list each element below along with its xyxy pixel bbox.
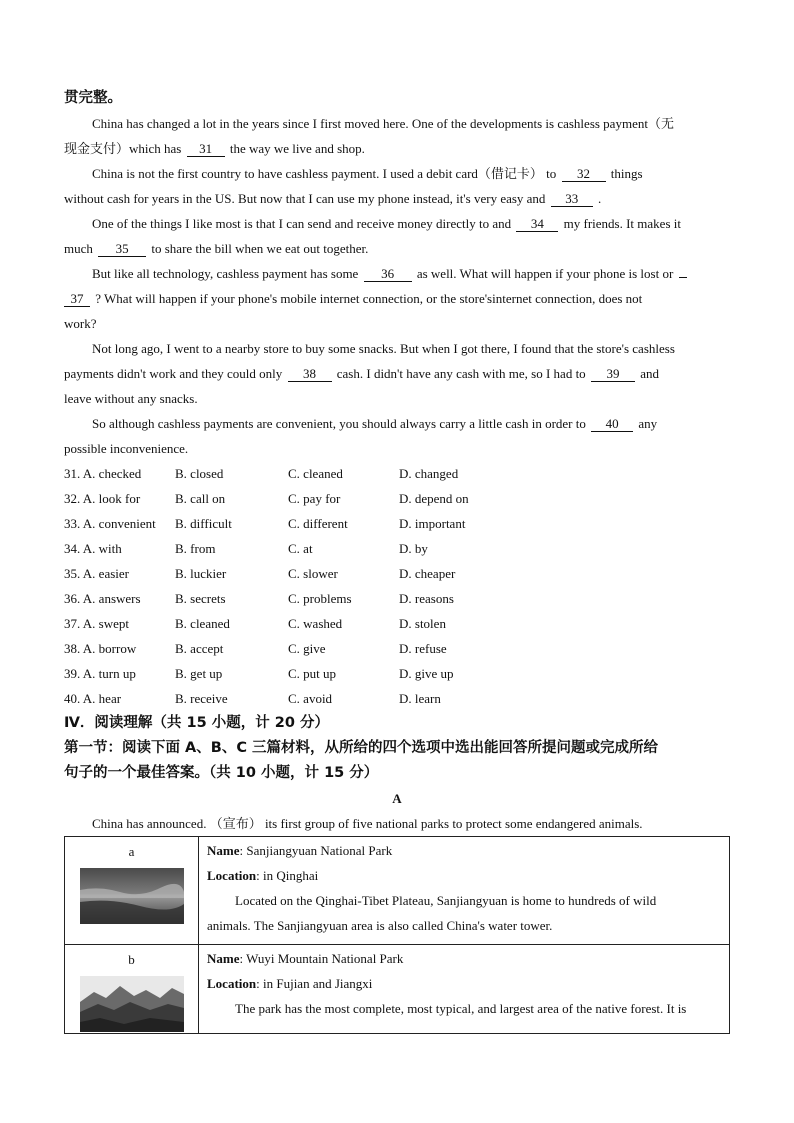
parks-table	[64, 836, 730, 1034]
option-row	[64, 536, 730, 561]
passage-line	[64, 411, 730, 436]
passage-line	[64, 361, 730, 386]
passage-text: any	[638, 416, 658, 431]
park-description: animals. The Sanjiangyuan area is also called China's water tower.	[207, 918, 553, 933]
passage-line: Not long ago, I went to a nearby store to buy some snacks. But when I got there, I found that the store's cashless	[92, 341, 675, 356]
passage-line	[64, 186, 730, 211]
option-c: C. pay for	[288, 491, 341, 506]
passage-text: my friends. It makes it	[563, 216, 681, 231]
passage-text: the way we live and shop.	[229, 141, 365, 156]
option-d: D. reasons	[399, 591, 454, 606]
option-b: B. luckier	[175, 566, 227, 581]
passage-line	[64, 161, 730, 186]
image-cell	[65, 945, 199, 1034]
blank-37: 37	[64, 292, 90, 307]
option-row	[64, 511, 730, 536]
option-d: D. refuse	[399, 641, 447, 656]
section-heading: Ⅳ．阅读理解（共 15 小题，计 20 分）	[64, 715, 329, 731]
option-row	[64, 611, 730, 636]
table-row	[65, 945, 730, 1034]
option-a: 36. A. answers	[64, 591, 141, 606]
passage-text: One of the things I like most is that I can send and receive money directly to and	[92, 216, 512, 231]
passage-text: cash. I didn't have any cash with me, so I had to	[336, 366, 586, 381]
option-a: 37. A. swept	[64, 616, 129, 631]
blank-31: 31	[187, 142, 225, 157]
blank-32: 32	[562, 167, 606, 182]
passage-text: China is not the first country to have cashless payment. I used a debit card（借记卡） to	[92, 166, 557, 181]
passage-line	[64, 236, 730, 261]
blank-40: 40	[591, 417, 633, 432]
passage-line: work?	[64, 316, 97, 331]
text-cell	[199, 945, 730, 1034]
option-row	[64, 486, 730, 511]
passage-text: without cash for years in the US. But now that I can use my phone instead, it's very easy and	[64, 191, 546, 206]
passage-line	[64, 136, 730, 161]
name-label: Name	[207, 951, 240, 966]
option-c: C. washed	[288, 616, 343, 631]
option-c: C. avoid	[288, 691, 333, 706]
option-b: B. get up	[175, 666, 223, 681]
option-c: C. put up	[288, 666, 337, 681]
passage-letter: A	[392, 791, 402, 806]
passage-line	[64, 111, 730, 136]
blank-37-start	[679, 277, 687, 278]
name-value: : Wuyi Mountain National Park	[239, 951, 404, 966]
option-row	[64, 686, 730, 711]
option-b: B. secrets	[175, 591, 226, 606]
option-row	[64, 461, 730, 486]
option-a: 34. A. with	[64, 541, 122, 556]
option-c: C. give	[288, 641, 326, 656]
passage-text: payments didn't work and they could only	[64, 366, 283, 381]
option-c: C. different	[288, 516, 348, 531]
passage-line: possible inconvenience.	[64, 441, 189, 456]
option-row	[64, 636, 730, 661]
option-b: B. receive	[175, 691, 228, 706]
passage-text: ? What will happen if your phone's mobile internet connection, or the store'sinternet connection, does not	[95, 291, 643, 306]
passage-line	[64, 211, 730, 236]
park-name	[207, 946, 721, 971]
blank-38: 38	[288, 367, 332, 382]
passage-text: things	[610, 166, 643, 181]
mountain-photo	[80, 976, 184, 1032]
option-c: C. problems	[288, 591, 352, 606]
option-a: 40. A. hear	[64, 691, 122, 706]
park-location	[207, 971, 721, 996]
blank-39: 39	[591, 367, 635, 382]
passage-text: .	[597, 191, 602, 206]
option-a: 35. A. easier	[64, 566, 129, 581]
table-row	[65, 837, 730, 945]
option-d: D. stolen	[399, 616, 446, 631]
passage-line	[64, 286, 730, 311]
passage-text: and	[640, 366, 659, 381]
intro-fragment: 贯完整。	[64, 90, 122, 106]
text-cell	[199, 837, 730, 945]
park-description: Located on the Qinghai-Tibet Plateau, Sanjiangyuan is home to hundreds of wild	[235, 893, 657, 908]
passage-text: as well. What will happen if your phone is lost or	[416, 266, 674, 281]
option-b: B. difficult	[175, 516, 232, 531]
option-d: D. give up	[399, 666, 454, 681]
blank-36: 36	[364, 267, 412, 282]
option-b: B. from	[175, 541, 216, 556]
park-name	[207, 838, 721, 863]
option-d: D. important	[399, 516, 466, 531]
image-cell	[65, 837, 199, 945]
blank-34: 34	[516, 217, 558, 232]
option-a: 32. A. look for	[64, 491, 141, 506]
passage-line: leave without any snacks.	[64, 391, 198, 406]
passage-text: much	[64, 241, 93, 256]
option-a: 33. A. convenient	[64, 516, 156, 531]
option-b: B. cleaned	[175, 616, 230, 631]
location-label: Location	[207, 976, 257, 991]
passage-text: 现金支付）which has	[64, 141, 182, 156]
passage-lead: China has announced. （宣布） its first group of five national parks to protect some endangered animals.	[92, 816, 643, 831]
option-a: 39. A. turn up	[64, 666, 136, 681]
landscape-photo	[80, 868, 184, 924]
option-row	[64, 661, 730, 686]
option-d: D. cheaper	[399, 566, 456, 581]
section-instruction: 句子的一个最佳答案。（共 10 小题，计 15 分）	[64, 765, 379, 781]
blank-35: 35	[98, 242, 146, 257]
option-row	[64, 561, 730, 586]
option-c: C. slower	[288, 566, 338, 581]
location-label: Location	[207, 868, 257, 883]
option-b: B. call on	[175, 491, 226, 506]
option-b: B. accept	[175, 641, 224, 656]
option-c: C. cleaned	[288, 466, 343, 481]
location-value: : in Fujian and Jiangxi	[256, 976, 373, 991]
section-instruction: 第一节：阅读下面 A、B、C 三篇材料，从所给的四个选项中选出能回答所提问题或完成所给	[64, 740, 659, 756]
name-label: Name	[207, 843, 240, 858]
passage-text: But like all technology, cashless payment has some	[92, 266, 359, 281]
blank-33: 33	[551, 192, 593, 207]
option-d: D. changed	[399, 466, 459, 481]
option-row	[64, 586, 730, 611]
row-letter: a	[128, 844, 135, 859]
option-d: D. depend on	[399, 491, 469, 506]
option-d: D. by	[399, 541, 428, 556]
option-c: C. at	[288, 541, 313, 556]
passage-text: China has changed a lot in the years since I first moved here. One of the developments is cashless payment（无	[92, 116, 674, 131]
park-location	[207, 863, 721, 888]
document-page	[64, 86, 730, 836]
location-value: : in Qinghai	[256, 868, 319, 883]
name-value: : Sanjiangyuan National Park	[239, 843, 393, 858]
passage-text: to share the bill when we eat out together.	[151, 241, 369, 256]
passage-text: So although cashless payments are convenient, you should always carry a little cash in order to	[92, 416, 586, 431]
passage-line	[64, 261, 730, 286]
option-b: B. closed	[175, 466, 224, 481]
row-letter: b	[128, 952, 135, 967]
option-a: 38. A. borrow	[64, 641, 137, 656]
option-d: D. learn	[399, 691, 441, 706]
options-list	[64, 461, 730, 711]
option-a: 31. A. checked	[64, 466, 142, 481]
park-description: The park has the most complete, most typical, and largest area of the native forest. It is	[235, 1001, 687, 1016]
